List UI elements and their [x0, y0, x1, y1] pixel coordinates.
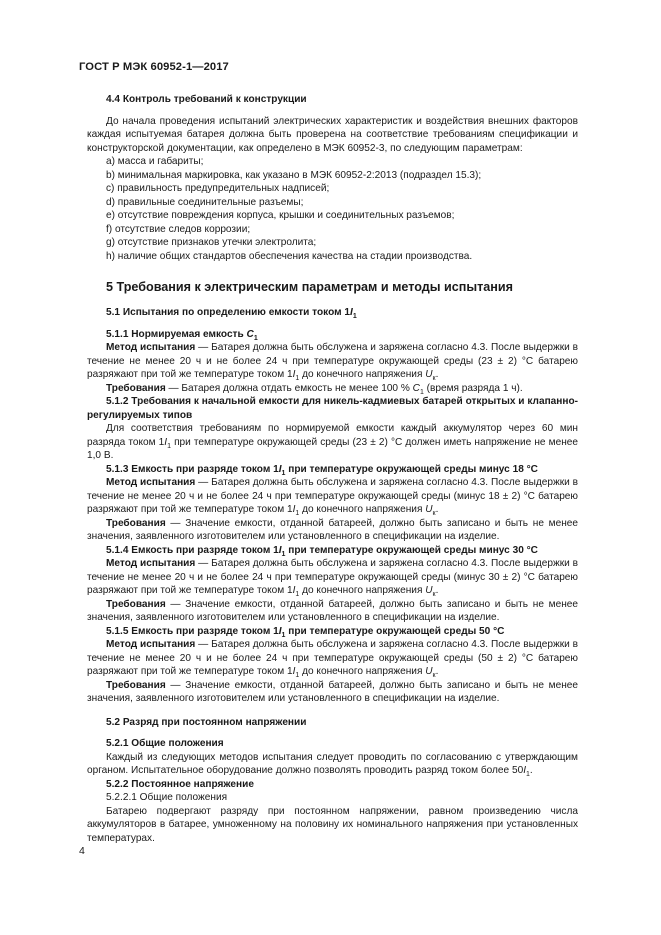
section-5-1-4-method: Метод испытания — Батарея должна быть обслужена и заряжена согласно 4.3. После выдержки в течение не менее 20 ч и не более 24 ч при температуре окружающей среды (минус 30 ± 2) °C батарею разряжают при той же температуре током $1I_1$ до конечного напряжения $U_к$.: [87, 558, 578, 599]
section-5-1-1-heading: 5.1.1 Нормируемая емкость $C_1$: [106, 328, 258, 342]
section-5-1-1-method: Метод испытания — Батарея должна быть обслужена и заряжена согласно 4.3. После выдержки в течение не менее 20 ч и не более 24 ч при температуре окружающей среды (23 ± 2) °C батарею разряжают при той же температуре током $1I_1$ до конечного напряжения $U_к$.: [87, 342, 578, 383]
section-5-2-2-1-text: Батарею подвергают разряду при постоянном напряжении, равном произведению числа аккумуляторов в батарее, умноженному на половину их номинального напряжения при установленных температурах.: [87, 805, 578, 844]
standard-designation: ГОСТ Р МЭК 60952-1—2017: [79, 61, 229, 73]
section-5-1-heading: 5.1 Испытания по определению емкости током $1I_1$: [106, 307, 357, 321]
section-5-1-5-method: Метод испытания — Батарея должна быть обслужена и заряжена согласно 4.3. После выдержки в течение не менее 20 ч и не более 24 ч при температуре окружающей среды (50 ± 2) °C батарею разряжают при той же температуре током $1I_1$ до конечного напряжения $U_к$.: [87, 639, 578, 680]
list-item-f: f) отсутствие следов коррозии;: [106, 223, 251, 235]
page-body: [87, 93, 578, 845]
section-5-1-3-method: Метод испытания — Батарея должна быть обслужена и заряжена согласно 4.3. После выдержки в течение не менее 20 ч и не более 24 ч при температуре окружающей среды (минус 18 ± 2) °C батарею разряжают при той же температуре током $1I_1$ до конечного напряжения $U_к$.: [87, 477, 578, 518]
list-item-h: h) наличие общих стандартов обеспечения качества на стадии производства.: [106, 250, 473, 262]
list-item-e: e) отсутствие повреждения корпуса, крышки и соединительных разъемов;: [106, 210, 455, 221]
section-5-2-2-1-heading: 5.2.2.1 Общие положения: [106, 792, 228, 803]
section-5-1-3-requirements: Требования — Значение емкости, отданной батареей, должно быть записано и быть не менее значения, заявленного изготовителем или установленного в спецификации на изделие.: [87, 517, 578, 542]
list-item-c: c) правильность предупредительных надписей;: [106, 183, 330, 194]
section-5-1-4-requirements: Требования — Значение емкости, отданной батареей, должно быть записано и быть не менее значения, заявленного изготовителем или установленного в спецификации на изделие.: [87, 598, 578, 623]
section-5-1-4-heading: 5.1.4 Емкость при разряде током $1I_1$ при температуре окружающей среды минус 30 °C: [106, 544, 538, 558]
list-item-b: b) минимальная маркировка, как указано в МЭК 60952-2:2013 (подраздел 15.3);: [106, 169, 482, 181]
section-4-4-intro: До начала проведения испытаний электрических характеристик и воздействия внешних факторов каждая испытуемая батарея должна быть проверена на соответствие требованиям спецификации и конструкторской документации, как определено в МЭК 60952-3, по следующим параметрам:: [87, 115, 578, 154]
section-5-2-1-text: Каждый из следующих методов испытания следует проводить по согласованию с утверждающим органом. Испытательное оборудование должно позволять проводить разряд током более $50I_1$.: [87, 751, 578, 779]
section-5-1-5-heading: 5.1.5 Емкость при разряде током $1I_1$ при температуре окружающей среды 50 °C: [106, 625, 505, 639]
section-5-2-heading: 5.2 Разряд при постоянном напряжении: [106, 716, 307, 728]
section-5-1-2-heading: 5.1.2 Требования к начальной емкости для никель-кадмиевых батарей открытых и клапанно-регулируемых типов: [87, 396, 578, 421]
list-item-d: d) правильные соединительные разъемы;: [106, 196, 304, 208]
section-5-1-5-requirements: Требования — Значение емкости, отданной батареей, должно быть записано и быть не менее значения, заявленного изготовителем или установленного в спецификации на изделие.: [87, 679, 578, 704]
list-item-a: a) масса и габариты;: [106, 156, 204, 167]
section-5-1-2-text: Для соответствия требованиям по нормируемой емкости каждый аккумулятор через 60 мин разряда током $1I_1$ при температуре окружающей среды (23 ± 2) °C должен иметь напряжение не менее 1,0 В.: [87, 423, 579, 461]
page-number: 4: [79, 845, 85, 857]
section-5-1-1-requirements: Требования — Батарея должна отдать емкость не менее 100 % $C_1$ (время разряда 1 ч).: [106, 382, 523, 396]
list-item-g: g) отсутствие признаков утечки электролита;: [106, 237, 317, 248]
section-5-2-2-heading: 5.2.2 Постоянное напряжение: [106, 778, 254, 790]
section-5-2-1-heading: 5.2.1 Общие положения: [106, 738, 224, 749]
section-5-1-3-heading: 5.1.3 Емкость при разряде током $1I_1$ при температуре окружающей среды минус 18 °C: [106, 463, 538, 477]
section-4-4-heading: 4.4 Контроль требований к конструкции: [106, 94, 307, 105]
section-5-heading: 5 Требования к электрическим параметрам и методы испытания: [106, 280, 513, 294]
